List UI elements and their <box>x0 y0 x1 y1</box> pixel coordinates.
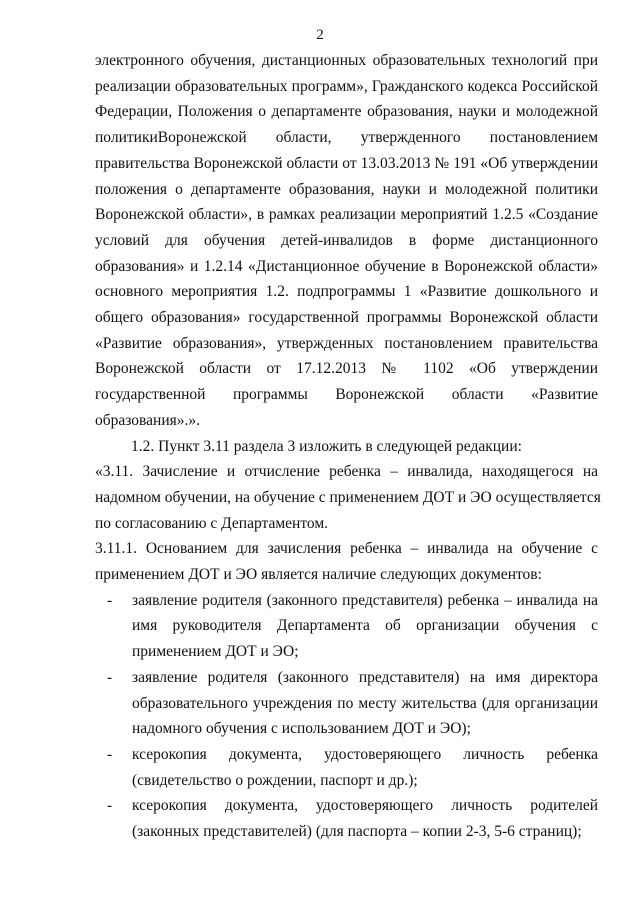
list-bullet: - <box>107 591 113 609</box>
required-documents-list <box>95 588 598 845</box>
text-line: «Развитие образования», утвержденных постановлением правительства <box>95 334 598 352</box>
text-line: образования» и 1.2.14 «Дистанционное обучение в Воронежской области» <box>95 257 598 275</box>
text-line: политикиВоронежской области, утвержденного постановлением <box>95 129 598 147</box>
list-item <box>95 588 598 665</box>
text-line: применением ДОТ и ЭО; <box>132 643 299 661</box>
text-line: Федерации, Положения о департаменте образования, науки и молодежной <box>95 103 598 121</box>
text-line: образования».». <box>95 411 201 429</box>
text-line: реализации образовательных программ», Гражданского кодекса Российской <box>95 77 598 95</box>
text-line: надомного обучения с использованием ДОТ и ЭО); <box>132 720 471 738</box>
text-line: надомном обучении, на обучение с применением ДОТ и ЭО осуществляется <box>95 488 601 506</box>
list-bullet: - <box>107 797 113 815</box>
text-line: основного мероприятия 1.2. подпрограммы 1 «Развитие дошкольного и <box>95 283 598 301</box>
intro-paragraph <box>95 48 598 434</box>
document-body <box>95 48 601 845</box>
list-item <box>95 793 598 844</box>
text-line: заявление родителя (законного представителя) ребенка – инвалида на <box>132 591 598 609</box>
text-line: образовательного учреждения по месту жительства (для организации <box>132 694 598 712</box>
text-line: Воронежской области от 17.12.2013 № 1102 «Об утверждении <box>95 360 598 378</box>
text-line: правительства Воронежской области от 13.03.2013 № 191 «Об утверждении <box>95 154 598 172</box>
clause-3-11 <box>95 459 601 536</box>
text-line: Воронежской области», в рамках реализации мероприятий 1.2.5 «Создание <box>95 206 598 224</box>
text-line: ксерокопия документа, удостоверяющего личность ребенка <box>132 745 598 763</box>
text-line: «3.11. Зачисление и отчисление ребенка – инвалида, находящегося на <box>95 463 598 481</box>
text-line: электронного обучения, дистанционных образовательных технологий при <box>95 52 598 69</box>
text-line: применением ДОТ и ЭО является наличие следующих документов: <box>95 566 542 584</box>
text-line: (свидетельство о рождении, паспорт и др.); <box>132 771 418 789</box>
text-line: государственной программы Воронежской области «Развитие <box>95 386 598 404</box>
list-item <box>95 742 598 793</box>
text-line: положения о департаменте образования, науки и молодежной политики <box>95 180 598 198</box>
list-bullet: - <box>107 745 113 763</box>
list-bullet: - <box>107 668 113 686</box>
text-line: (законных представителей) (для паспорта – копии 2-3, 5-6 страниц); <box>132 823 582 841</box>
text-line: общего образования» государственной программы Воронежской области <box>95 309 598 327</box>
text-line: заявление родителя (законного представителя) на имя директора <box>132 668 598 686</box>
text-line: имя руководителя Департамента об организации обучения с <box>132 617 598 635</box>
list-item <box>95 665 598 742</box>
text-line: по согласованию с Департаментом. <box>95 514 329 532</box>
text-line: ксерокопия документа, удостоверяющего личность родителей <box>132 797 598 815</box>
amendment-instruction: 1.2. Пункт 3.11 раздела 3 изложить в следующей редакции: <box>131 437 522 455</box>
page-number: 2 <box>316 27 324 43</box>
text-line: условий для обучения детей-инвалидов в форме дистанционного <box>95 231 598 249</box>
text-line: 3.11.1. Основанием для зачисления ребенка – инвалида на обучение с <box>95 540 598 558</box>
clause-3-11-1 <box>95 536 598 587</box>
